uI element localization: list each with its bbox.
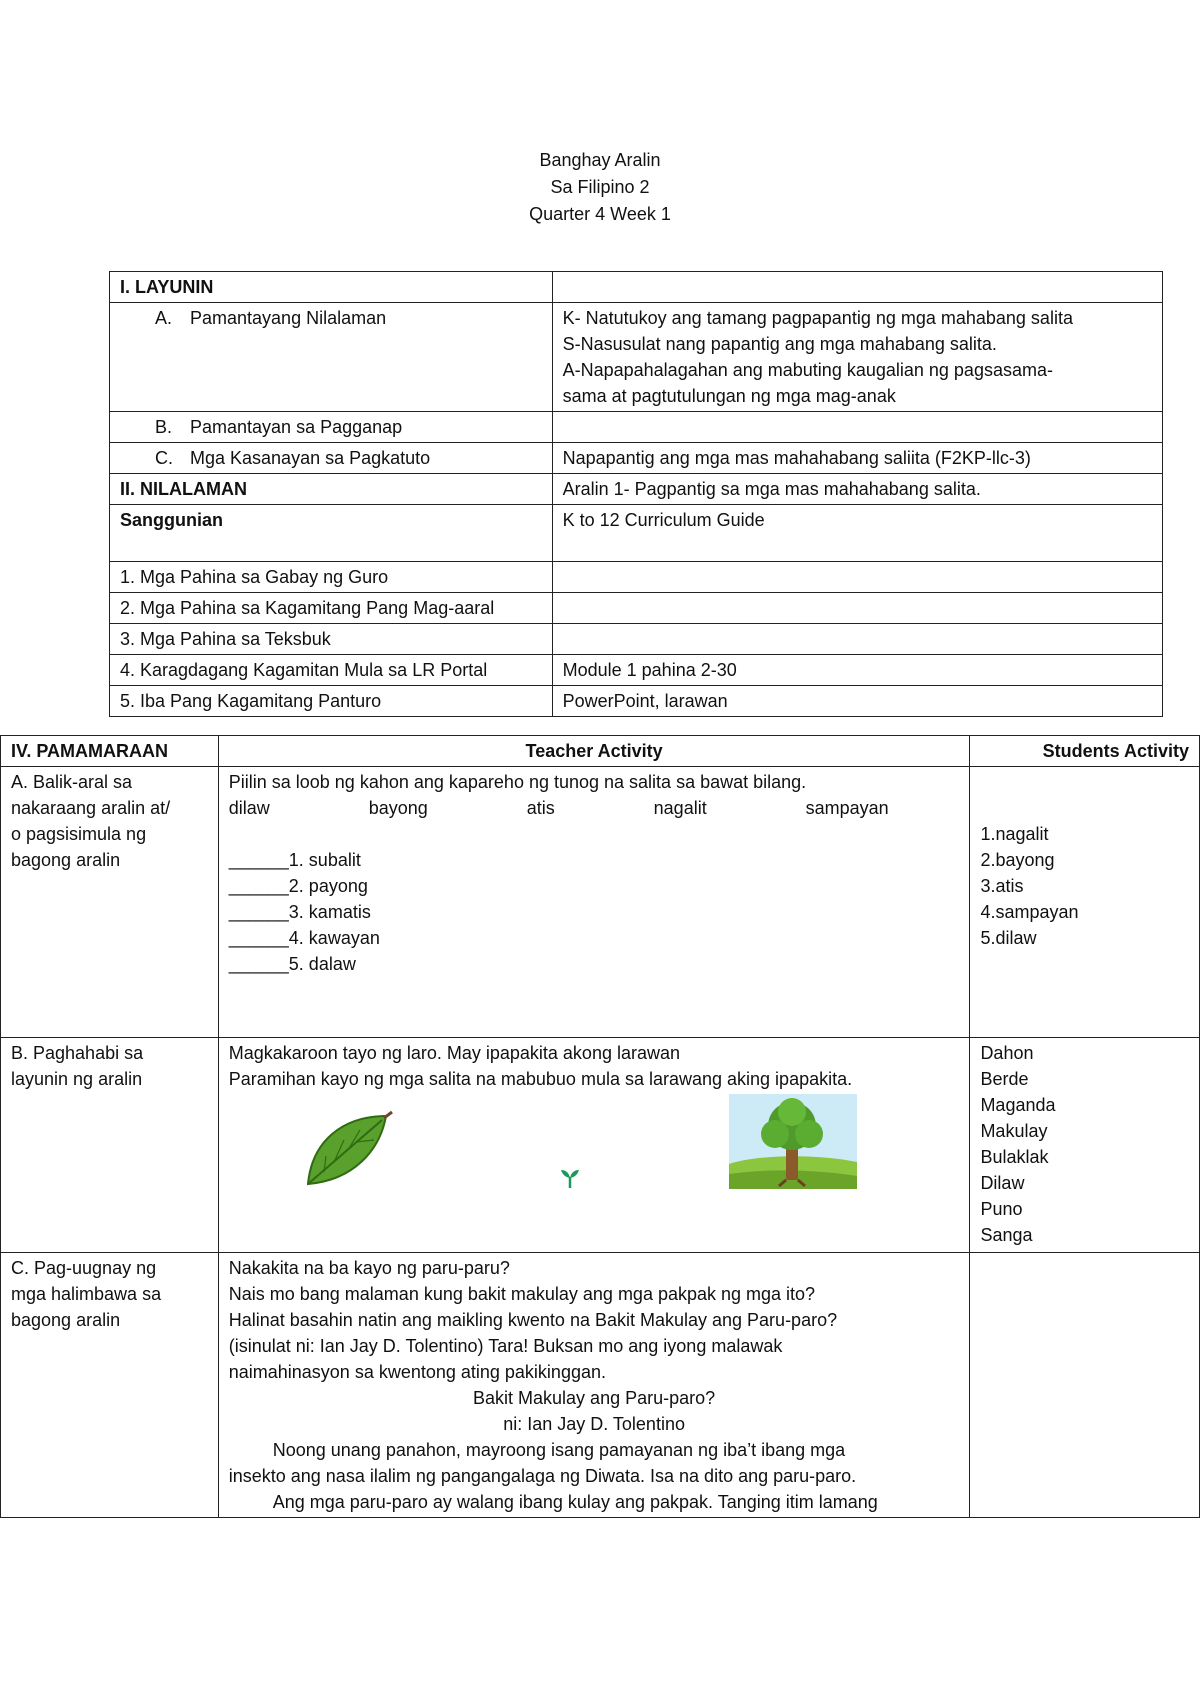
row-c-teacher: Nakakita na ba kayo ng paru-paru? Nais mo bang malaman kung bakit makulay ang mga pakpak ng mga ito? Halinat basahin natin ang maikling kwento na Bakit Makulay ang Paru-paro? (isinulat ni: Ian Jay D. Tolentino) Tara! Buksan mo ang iyong malawak naimahinasyon sa kwentong ating pakikinggan. Bakit Makulay ang Paru-paro? ni: Ian Jay D. Tolentino Noong unang panahon, mayroong isang pamayanan ng iba’t ibang mga insekto ang nasa ilalim ng pangangalaga ng Diwata. Isa na dito ang paru-paro. Ang mga paru-paro ay walang ibang kulay ang pakpak. Tanging itim lamang	[218, 1253, 970, 1518]
item-letter: A.	[155, 308, 173, 328]
layunin-heading: I. LAYUNIN	[110, 272, 553, 303]
column-header: Students Activity	[970, 736, 1200, 767]
word-box: dilaw bayong atis nagalit sampayan	[228, 798, 889, 818]
table-row	[110, 562, 1163, 593]
performance-standard-label: Pamantayan sa Pagganap	[190, 417, 403, 437]
table-row	[110, 303, 1163, 412]
table-row	[110, 474, 1163, 505]
reference-label: 1. Mga Pahina sa Gabay ng Guro	[110, 562, 553, 593]
answer-item: 4.sampayan	[980, 902, 1079, 922]
student-word: Dahon	[980, 1043, 1034, 1063]
sanggunian-heading: Sanggunian	[110, 505, 553, 562]
story-text: Noong unang panahon, mayroong isang pamayanan ng iba’t ibang mga	[272, 1440, 846, 1460]
sprout-icon	[559, 1167, 581, 1189]
reference-value	[552, 624, 1162, 655]
story-text: insekto ang nasa ilalim ng pangangalaga ng Diwata. Isa na dito ang paru-paro.	[228, 1466, 857, 1486]
sanggunian-value: K to 12 Curriculum Guide	[552, 505, 1162, 562]
column-header: IV. PAMAMARAAN	[1, 736, 219, 767]
competencies-label: Mga Kasanayan sa Pagkatuto	[190, 448, 431, 468]
question-item: ______4. kawayan	[228, 928, 380, 948]
student-word: Maganda	[980, 1095, 1056, 1115]
row-a-label: A. Balik-aral sa nakaraang aralin at/ o pagsisimula ng bagong aralin	[1, 767, 219, 1038]
reference-value: Module 1 pahina 2-30	[552, 655, 1162, 686]
student-word: Sanga	[980, 1225, 1033, 1245]
table-header-row	[1, 736, 1200, 767]
question-item: ______2. payong	[228, 876, 368, 896]
story-text: Ang mga paru-paro ay walang ibang kulay ang pakpak. Tanging itim lamang	[272, 1492, 878, 1512]
reference-label: 2. Mga Pahina sa Kagamitang Pang Mag-aaral	[110, 593, 553, 624]
procedure-table	[0, 735, 1200, 1518]
table-row	[110, 505, 1163, 562]
competencies-value: Napapantig ang mga mas mahahabang saliita (F2KP-llc-3)	[552, 443, 1162, 474]
reference-label: 5. Iba Pang Kagamitang Panturo	[110, 686, 553, 717]
reference-label: 4. Karagdagang Kagamitan Mula sa LR Portal	[110, 655, 553, 686]
header-quarter: Quarter 4 Week 1	[529, 204, 671, 224]
table-row	[110, 655, 1163, 686]
reference-value	[552, 562, 1162, 593]
item-letter: B.	[155, 417, 173, 437]
table-row	[110, 443, 1163, 474]
answer-item: 5.dilaw	[980, 928, 1037, 948]
student-word: Berde	[980, 1069, 1029, 1089]
question-item: ______1. subalit	[228, 850, 361, 870]
table-row	[1, 1253, 1200, 1518]
nilalaman-heading: II. NILALAMAN	[110, 474, 553, 505]
reference-value: PowerPoint, larawan	[552, 686, 1162, 717]
table-row	[110, 686, 1163, 717]
student-word: Bulaklak	[980, 1147, 1049, 1167]
reference-value	[552, 593, 1162, 624]
objectives-table	[109, 271, 1163, 717]
student-word: Puno	[980, 1199, 1023, 1219]
table-row	[110, 272, 1163, 303]
row-c-label: C. Pag-uugnay ng mga halimbawa sa bagong aralin	[1, 1253, 219, 1518]
document-header	[0, 147, 1200, 228]
answer-item: 2.bayong	[980, 850, 1055, 870]
item-letter: C.	[155, 448, 173, 468]
answer-item: 3.atis	[980, 876, 1024, 896]
reference-label: 3. Mga Pahina sa Teksbuk	[110, 624, 553, 655]
row-b-teacher: Magkakaroon tayo ng laro. May ipapakita akong larawan Paramihan kayo ng mga salita na mabubuo mula sa larawang aking ipapakita.	[218, 1038, 970, 1253]
header-title: Banghay Aralin	[539, 150, 661, 170]
instruction-text: Piilin sa loob ng kahon ang kapareho ng tunog na salita sa bawat bilang.	[228, 772, 807, 792]
table-row	[110, 593, 1163, 624]
row-a-students	[970, 767, 1200, 1038]
question-item: ______3. kamatis	[228, 902, 371, 922]
column-header: Teacher Activity	[218, 736, 970, 767]
table-row	[1, 767, 1200, 1038]
header-subject: Sa Filipino 2	[550, 177, 650, 197]
student-word: Dilaw	[980, 1173, 1025, 1193]
story-title: Bakit Makulay ang Paru-paro?	[473, 1388, 716, 1408]
content-standard-label: Pamantayang Nilalaman	[190, 308, 387, 328]
tree-image	[729, 1094, 857, 1189]
picture-area	[229, 1092, 960, 1202]
row-a-teacher	[218, 767, 970, 1038]
nilalaman-value: Aralin 1- Pagpantig sa mga mas mahahabang salita.	[552, 474, 1162, 505]
content-standard-value: K- Natutukoy ang tamang pagpapantig ng mga mahabang salita S-Nasusulat nang papantig ang mga mahabang salita. A-Napapahalagahan ang mabuting kaugalian ng pagsasama- sama at pagtutulungan ng mga mag-anak	[552, 303, 1162, 412]
table-row	[110, 624, 1163, 655]
story-author: ni: Ian Jay D. Tolentino	[503, 1414, 685, 1434]
answer-item: 1.nagalit	[980, 824, 1049, 844]
row-b-students	[970, 1038, 1200, 1253]
row-c-students	[970, 1253, 1200, 1518]
row-b-label: B. Paghahabi sa layunin ng aralin	[1, 1038, 219, 1253]
table-row	[1, 1038, 1200, 1253]
student-word: Makulay	[980, 1121, 1048, 1141]
leaf-image	[304, 1110, 394, 1188]
table-row	[110, 412, 1163, 443]
question-item: ______5. dalaw	[228, 954, 356, 974]
